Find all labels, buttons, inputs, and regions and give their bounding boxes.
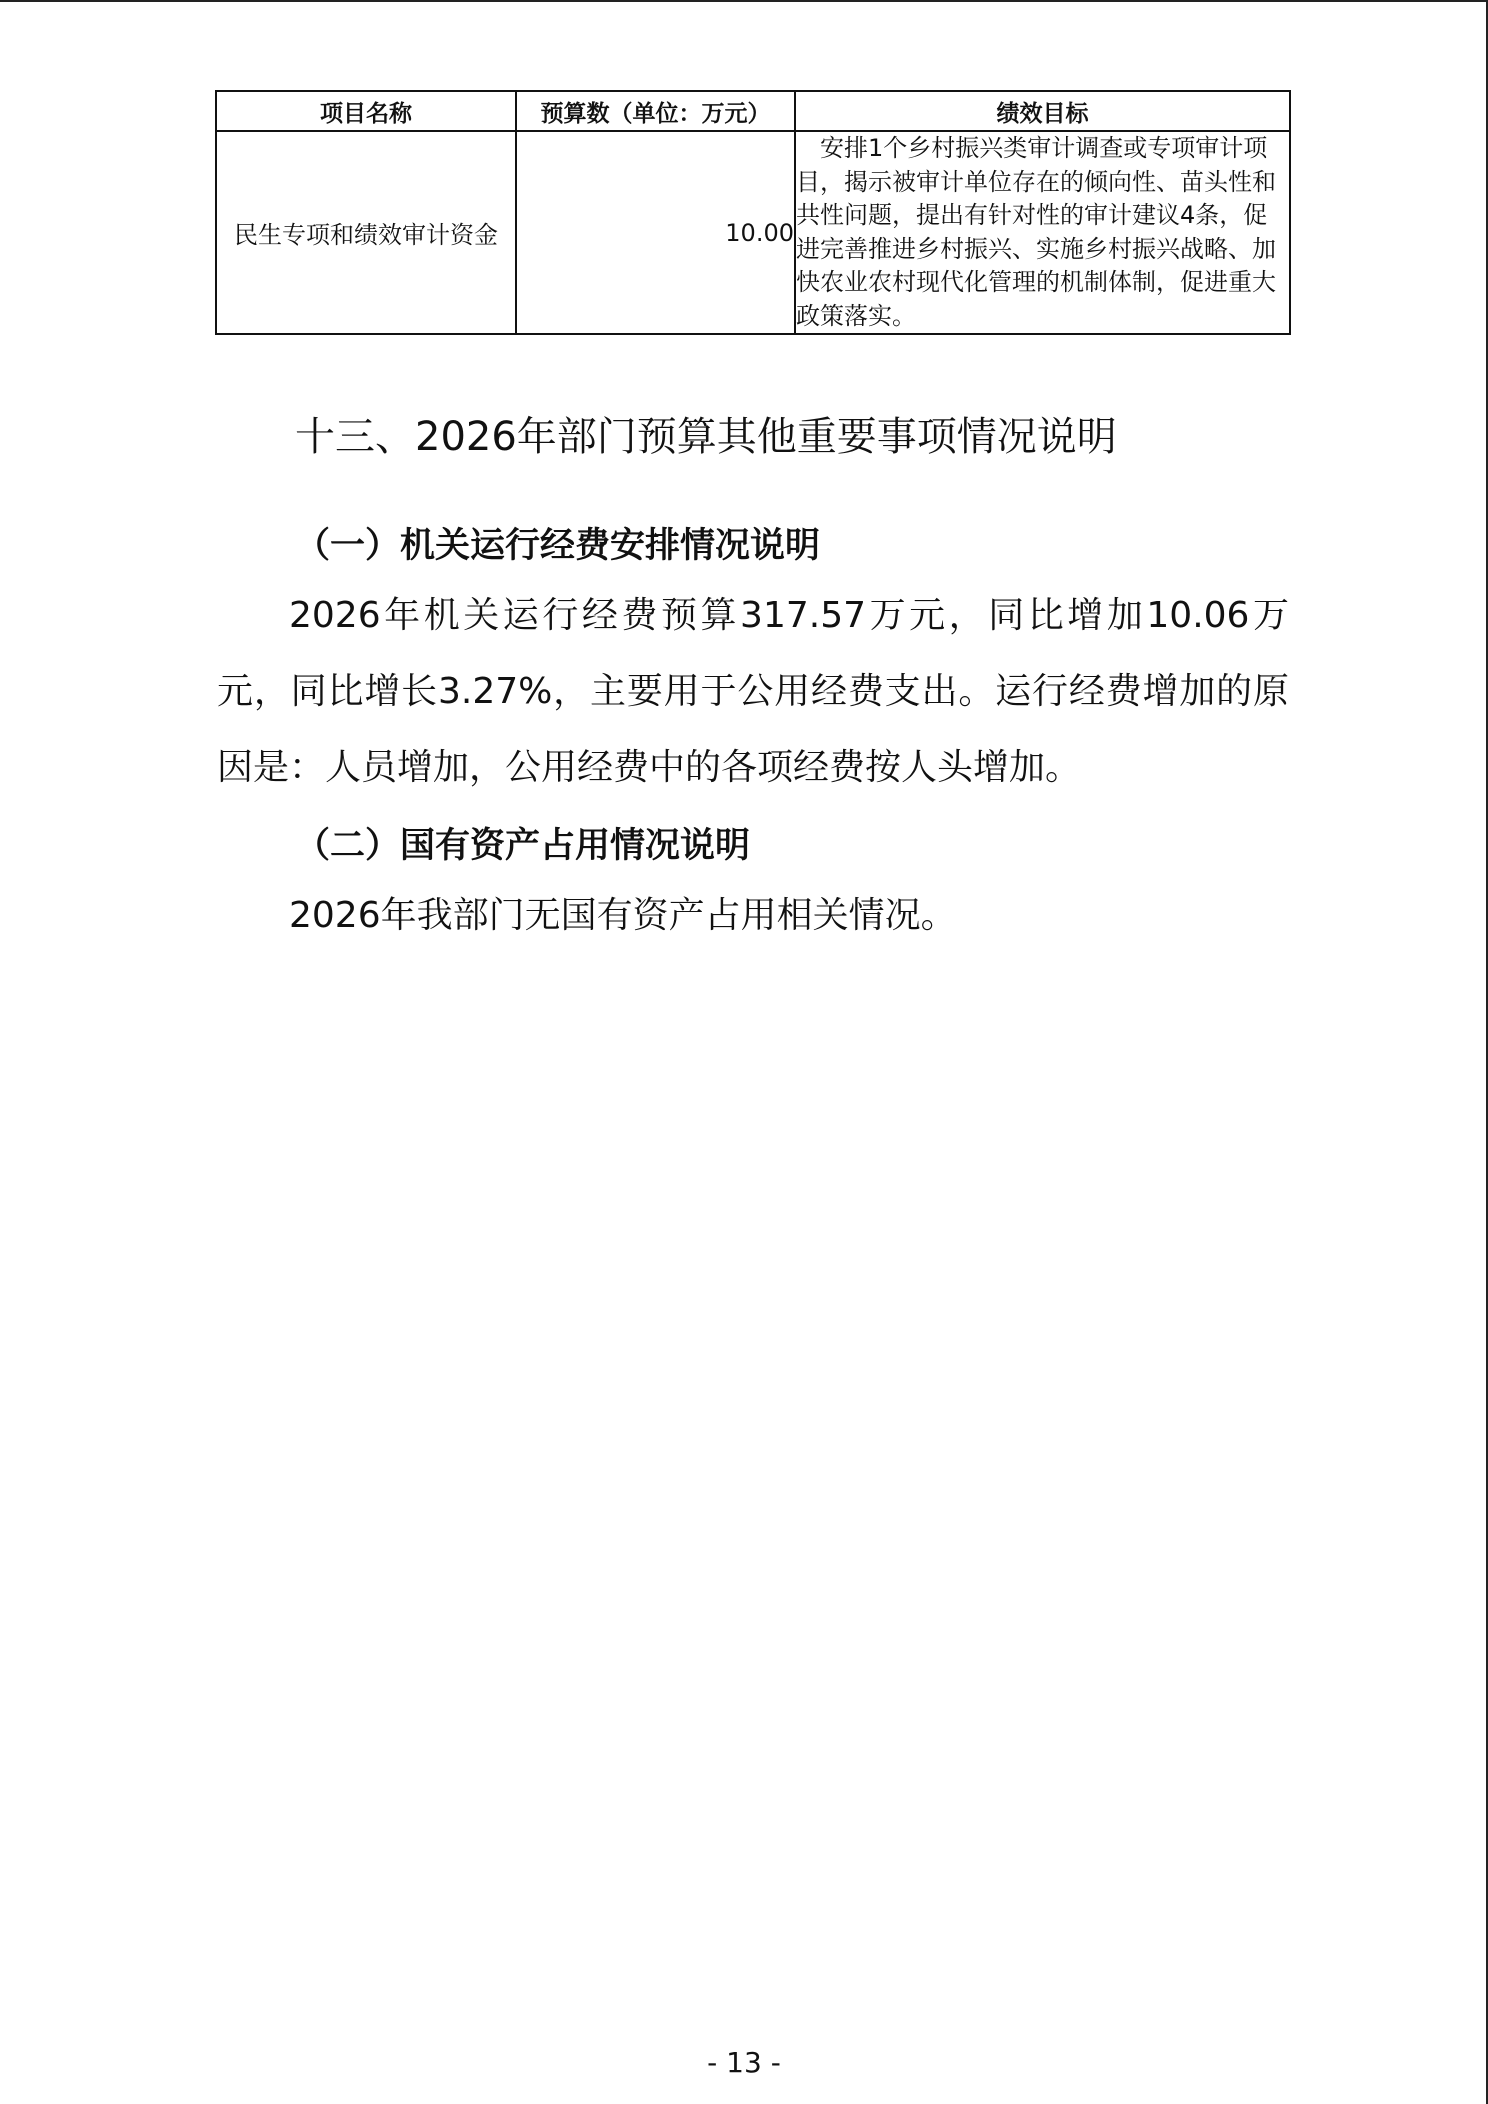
page-number: - 13 - <box>707 2046 781 2079</box>
cell-budget-amount: 10.00 <box>516 131 795 334</box>
header-project-name: 项目名称 <box>216 91 516 131</box>
cell-performance-goal: 安排1个乡村振兴类审计调查或专项审计项目，揭示被审计单位存在的倾向性、苗头性和共性问题，提出有针对性的审计建议4条，促进完善推进乡村振兴、实施乡村振兴战略、加快农业农村现代化管理的机制体制，促进重大政策落实。 <box>795 131 1290 334</box>
table-header-row <box>216 91 1290 131</box>
header-budget-amount: 预算数（单位：万元） <box>516 91 795 131</box>
paragraph-operating-funds: 2026年机关运行经费预算317.57万元，同比增加10.06万元，同比增长3.27%，主要用于公用经费支出。运行经费增加的原因是：人员增加，公用经费中的各项经费按人头增加。 <box>217 595 1289 788</box>
paragraph-state-assets: 2026年我部门无国有资产占用相关情况。 <box>289 895 957 936</box>
subsection-title-state-assets: （二）国有资产占用情况说明 <box>295 826 751 866</box>
header-performance-goal: 绩效目标 <box>795 91 1290 131</box>
table-row <box>216 131 1290 334</box>
subsection-title-operating-funds: （一）机关运行经费安排情况说明 <box>295 526 821 566</box>
cell-project-name: 民生专项和绩效审计资金 <box>216 131 516 334</box>
section-title: 十三、2026年部门预算其他重要事项情况说明 <box>295 414 1117 460</box>
page-top-border <box>0 0 1488 2</box>
performance-goal-table <box>215 90 1291 335</box>
